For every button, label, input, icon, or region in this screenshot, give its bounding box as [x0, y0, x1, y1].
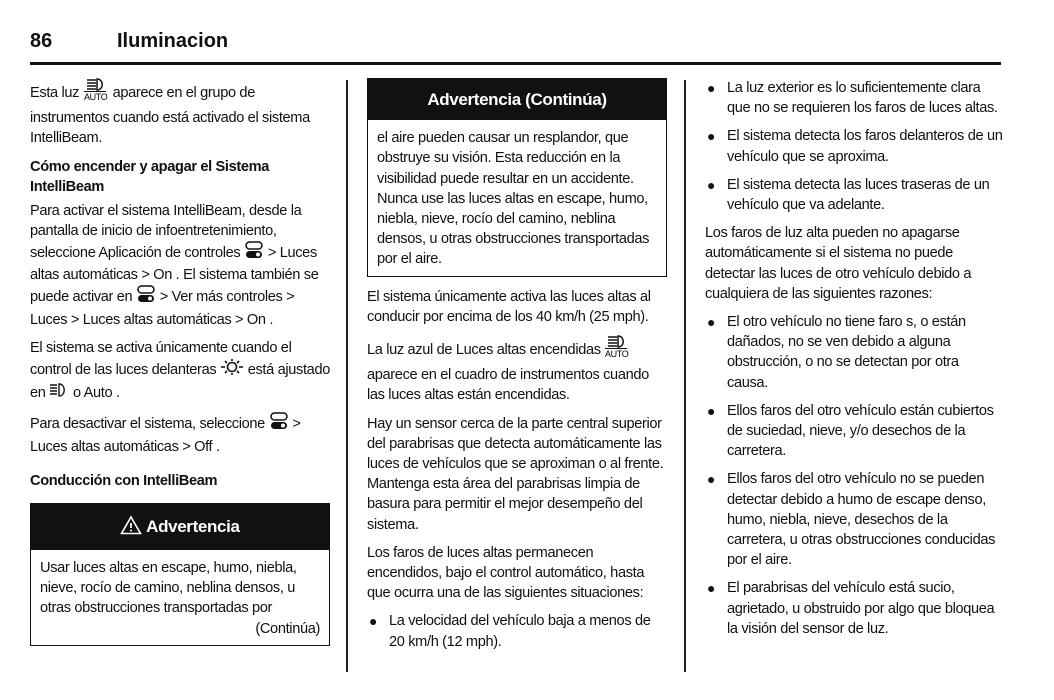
paragraph [30, 338, 330, 405]
text: aparece en el cuadro de instrumentos cuando las luces altas están encendidas. [367, 367, 649, 404]
paragraph: Hay un sensor cerca de la parte central superior del parabrisas que detecta automáticamente las luces de vehículos que se aproximan o al frente. Mantenga esta área del parabrisas limpia de basura para permitir el mejor desempeño del sistema. [367, 415, 664, 533]
text: La luz azul de Luces altas encendidas [367, 342, 601, 358]
bullet-list [705, 78, 1003, 215]
controls-toggle-icon [136, 285, 156, 309]
text: > Ver más controles > Luces > Luces altas automáticas > On . [30, 289, 295, 328]
controls-toggle-icon [244, 241, 264, 265]
list-item: ● El sistema detecta los faros delanteros de un vehículo que se aproxima. [707, 128, 1003, 165]
column-3 [705, 78, 1003, 647]
list-item: ● La luz exterior es lo suficientemente clara que no se requieren los faros de luces altas. [707, 80, 998, 117]
page-number: 86 [30, 30, 53, 52]
text: aparece en el grupo de instrumentos cuando está activado el sistema IntelliBeam. [30, 84, 310, 147]
paragraph: Los faros de luz alta pueden no apagarse automáticamente si el sistema no puede detectar las luces de otro vehículo debido a cualquiera de las siguientes razones: [705, 225, 972, 302]
headlamp-control-icon [220, 358, 244, 382]
svg-text:AUTO: AUTO [605, 349, 629, 360]
paragraph: El sistema únicamente activa las luces altas al conducir por encima de los 40 km/h (25 mph). [367, 288, 651, 325]
text: El otro vehículo no tiene faro s, o están dañados, no se ven debido a alguna obstrucción, o no se detectan por otra causa. [727, 314, 966, 391]
high-beam-auto-icon [604, 335, 630, 365]
text: El sistema se activa únicamente cuando el control de las luces delanteras [30, 339, 292, 378]
warning-body: Usar luces altas en escape, humo, niebla, nieve, rocío de camino, neblina densos, u otras obstrucciones transportadas por [40, 560, 297, 617]
warning-header: Advertencia (Continúa) [368, 79, 666, 120]
paragraph [30, 78, 330, 149]
column-2 [367, 78, 667, 660]
high-beam-icon [49, 382, 69, 404]
text: La velocidad del vehículo baja a menos de 20 km/h (12 mph). [389, 613, 651, 650]
list-item: ● El otro vehículo no tiene faro s, o están dañados, no se ven debido a alguna obstrucción, o no se detectan por otra causa. [707, 314, 966, 391]
paragraph [30, 201, 330, 330]
text: Para desactivar el sistema, seleccione [30, 416, 265, 433]
header-rule [30, 62, 1001, 65]
text: El parabrisas del vehículo está sucio, agrietado, u obstruido por algo que bloquea la visión del sensor de luz. [727, 580, 995, 637]
text: La luz exterior es lo suficientemente clara que no se requieren los faros de luces altas. [727, 80, 998, 117]
section-heading: Cómo encender y apagar el Sistema IntelliBeam [30, 158, 270, 195]
text: o Auto . [72, 385, 120, 402]
column-divider [346, 80, 348, 672]
warning-body: el aire pueden causar un resplandor, que obstruye su visión. Esta reducción en la visibilidad puede resultar en un accidente. Nunca use las luces altas en escape, humo, niebla, nieve, rocío del camino, neblina densos, u otras obstrucciones transportadas por el aire. [377, 130, 650, 268]
column-1 [30, 78, 330, 658]
text: El sistema detecta los faros delanteros de un vehículo que se aproxima. [727, 128, 1003, 165]
bullet-list [367, 611, 667, 651]
list-item: ● Ellos faros del otro vehículo están cubiertos de suciedad, nieve, y/o desechos de la carretera. [707, 402, 994, 460]
warning-header [31, 504, 329, 550]
svg-text:AUTO: AUTO [83, 92, 108, 102]
text: Ellos faros del otro vehículo no se pueden detectar debido a humo de escape denso, humo, niebla, nieve, desechos de la carretera, u otras obstrucciones conducidas por el aire. [727, 471, 996, 569]
list-item: ● El parabrisas del vehículo está sucio, agrietado, u obstruido por algo que bloquea la visión del sensor de luz. [707, 580, 995, 637]
list-item: ● Ellos faros del otro vehículo no se pueden detectar debido a humo de escape denso, humo, niebla, nieve, desechos de la carretera, u otras obstrucciones conducidas por el aire. [707, 471, 996, 569]
text: Ellos faros del otro vehículo están cubiertos de suciedad, nieve, y/o desechos de la carretera. [727, 402, 994, 460]
list-item: ● El sistema detecta las luces traseras de un vehículo que va adelante. [707, 176, 990, 214]
text: El sistema detecta las luces traseras de un vehículo que va adelante. [727, 176, 990, 214]
page-title: Iluminacion [117, 30, 229, 52]
paragraph [367, 335, 667, 406]
text: está ajustado en [30, 362, 330, 402]
controls-toggle-icon [269, 412, 289, 436]
paragraph [30, 412, 330, 456]
section-heading: Conducción con IntelliBeam [30, 472, 218, 489]
text: Esta luz [30, 84, 80, 101]
warning-triangle-icon [120, 515, 142, 540]
text: > Luces altas automáticas > On . El sistema también se puede activar en [30, 244, 319, 306]
continued-label: (Continúa) [255, 620, 320, 637]
text: Para activar el sistema IntelliBeam, desde la pantalla de inicio de infoentretenimiento, seleccione Aplicación de controles [30, 202, 302, 261]
warning-title: Advertencia [146, 516, 240, 536]
high-beam-auto-icon [83, 78, 109, 108]
column-divider [684, 80, 686, 672]
bullet-list [705, 312, 1003, 639]
warning-box [30, 503, 330, 646]
paragraph: Los faros de luces altas permanecen encendidos, bajo el control automático, hasta que ocurra una de las siguientes situaciones: [367, 544, 645, 602]
list-item: ● La velocidad del vehículo baja a menos de 20 km/h (12 mph). [369, 613, 651, 650]
warning-box [367, 78, 667, 277]
text: > Luces altas automáticas > Off . [30, 416, 301, 455]
